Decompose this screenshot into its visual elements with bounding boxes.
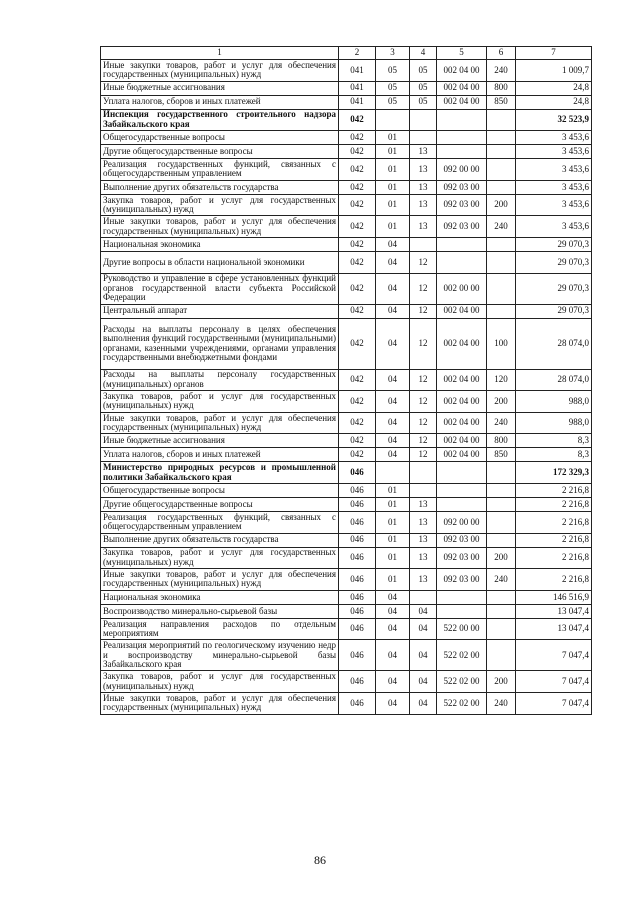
cell-name: Центральный аппарат: [101, 304, 339, 318]
table-row: [101, 547, 592, 569]
cell-target-article: 002 00 00: [437, 273, 487, 304]
cell-target-article: 002 04 00: [437, 95, 487, 109]
cell-expense-type: [487, 304, 516, 318]
cell-amount: 24,8: [516, 81, 592, 95]
cell-section: 04: [376, 590, 410, 604]
cell-name: Воспроизводство минерально-сырьевой базы: [101, 604, 339, 618]
cell-target-article: 002 04 00: [437, 391, 487, 413]
cell-name: Инспекция государственного строительного надзора Забайкальского края: [101, 109, 339, 131]
cell-name: Уплата налогов, сборов и иных платежей: [101, 95, 339, 109]
cell-admin-code: 046: [339, 640, 376, 671]
table-row: [101, 448, 592, 462]
cell-expense-type: [487, 273, 516, 304]
cell-expense-type: 200: [487, 194, 516, 216]
cell-section: 04: [376, 640, 410, 671]
cell-name: Национальная экономика: [101, 237, 339, 251]
table-row: [101, 462, 592, 484]
cell-subsection: 12: [410, 391, 437, 413]
cell-name: Общегосударственные вопросы: [101, 483, 339, 497]
table-row: [101, 318, 592, 369]
cell-amount: 2 216,8: [516, 497, 592, 511]
cell-section: 01: [376, 483, 410, 497]
cell-section: 04: [376, 391, 410, 413]
cell-target-article: 002 04 00: [437, 369, 487, 391]
cell-target-article: 092 03 00: [437, 194, 487, 216]
cell-target-article: 522 02 00: [437, 692, 487, 714]
header-cell-expense-type: 6: [487, 47, 516, 60]
cell-section: 04: [376, 604, 410, 618]
cell-section: 04: [376, 369, 410, 391]
cell-amount: 29 070,3: [516, 237, 592, 251]
cell-expense-type: 800: [487, 434, 516, 448]
table-row: [101, 434, 592, 448]
cell-amount: 3 453,6: [516, 194, 592, 216]
table-row: [101, 618, 592, 640]
cell-expense-type: [487, 590, 516, 604]
cell-amount: 2 216,8: [516, 483, 592, 497]
cell-admin-code: 042: [339, 180, 376, 194]
cell-subsection: 04: [410, 671, 437, 693]
cell-target-article: [437, 604, 487, 618]
cell-admin-code: 042: [339, 434, 376, 448]
cell-expense-type: [487, 109, 516, 131]
cell-name: Иные бюджетные ассигнования: [101, 81, 339, 95]
cell-name: Другие общегосударственные вопросы: [101, 497, 339, 511]
cell-section: 01: [376, 180, 410, 194]
cell-amount: 29 070,3: [516, 304, 592, 318]
table-row: [101, 692, 592, 714]
cell-expense-type: 240: [487, 216, 516, 238]
cell-amount: 988,0: [516, 391, 592, 413]
cell-amount: 2 216,8: [516, 533, 592, 547]
cell-name: Закупка товаров, работ и услуг для государственных (муниципальных) нужд: [101, 547, 339, 569]
cell-amount: 7 047,4: [516, 671, 592, 693]
cell-subsection: 05: [410, 60, 437, 82]
cell-expense-type: 100: [487, 318, 516, 369]
table-row: [101, 671, 592, 693]
cell-subsection: 12: [410, 304, 437, 318]
cell-section: 05: [376, 81, 410, 95]
cell-amount: 3 453,6: [516, 180, 592, 194]
cell-expense-type: 850: [487, 95, 516, 109]
table-row: [101, 145, 592, 159]
cell-expense-type: [487, 145, 516, 159]
cell-expense-type: [487, 640, 516, 671]
cell-expense-type: [487, 462, 516, 484]
cell-admin-code: 042: [339, 273, 376, 304]
cell-section: 05: [376, 95, 410, 109]
cell-subsection: 12: [410, 251, 437, 273]
cell-admin-code: 041: [339, 81, 376, 95]
table-row: [101, 159, 592, 181]
cell-target-article: [437, 590, 487, 604]
header-cell-target-article: 5: [437, 47, 487, 60]
cell-expense-type: 800: [487, 81, 516, 95]
table-row: [101, 273, 592, 304]
table-row: [101, 251, 592, 273]
cell-target-article: 522 02 00: [437, 640, 487, 671]
cell-expense-type: [487, 618, 516, 640]
cell-admin-code: 042: [339, 304, 376, 318]
cell-target-article: 002 04 00: [437, 448, 487, 462]
cell-expense-type: [487, 533, 516, 547]
cell-subsection: [410, 590, 437, 604]
cell-name: Уплата налогов, сборов и иных платежей: [101, 448, 339, 462]
cell-name: Руководство и управление в сфере установленных функций органов государственной власти субъекта Российской Федерации: [101, 273, 339, 304]
cell-amount: 24,8: [516, 95, 592, 109]
cell-name: Закупка товаров, работ и услуг для государственных (муниципальных) нужд: [101, 671, 339, 693]
cell-subsection: 12: [410, 448, 437, 462]
cell-section: 01: [376, 547, 410, 569]
cell-admin-code: 046: [339, 590, 376, 604]
cell-name: Другие общегосударственные вопросы: [101, 145, 339, 159]
cell-amount: 988,0: [516, 412, 592, 434]
cell-expense-type: 240: [487, 569, 516, 591]
table-row: [101, 497, 592, 511]
cell-amount: 3 453,6: [516, 159, 592, 181]
cell-admin-code: 042: [339, 318, 376, 369]
cell-expense-type: [487, 497, 516, 511]
cell-target-article: 002 04 00: [437, 304, 487, 318]
cell-subsection: [410, 483, 437, 497]
cell-name: Расходы на выплаты персоналу в целях обеспечения выполнения функций государственными (муниципальными) органами, казенными учреждениями, органами управления государственными внебюджетными фондами: [101, 318, 339, 369]
cell-admin-code: 046: [339, 511, 376, 533]
table-header-row: [101, 47, 592, 60]
table-row: [101, 237, 592, 251]
cell-admin-code: 042: [339, 109, 376, 131]
cell-name: Иные бюджетные ассигнования: [101, 434, 339, 448]
cell-section: 04: [376, 273, 410, 304]
cell-subsection: 13: [410, 180, 437, 194]
table-row: [101, 180, 592, 194]
cell-section: 04: [376, 618, 410, 640]
cell-target-article: 092 00 00: [437, 159, 487, 181]
cell-expense-type: 120: [487, 369, 516, 391]
cell-amount: 32 523,9: [516, 109, 592, 131]
cell-amount: 146 516,9: [516, 590, 592, 604]
cell-admin-code: 042: [339, 391, 376, 413]
header-cell-subsection: 4: [410, 47, 437, 60]
cell-amount: 29 070,3: [516, 251, 592, 273]
cell-target-article: [437, 237, 487, 251]
cell-admin-code: 046: [339, 569, 376, 591]
cell-admin-code: 046: [339, 533, 376, 547]
cell-subsection: 13: [410, 547, 437, 569]
cell-admin-code: 046: [339, 604, 376, 618]
table-row: [101, 533, 592, 547]
cell-target-article: [437, 483, 487, 497]
cell-subsection: 04: [410, 692, 437, 714]
cell-subsection: [410, 109, 437, 131]
cell-section: 01: [376, 497, 410, 511]
cell-subsection: 04: [410, 604, 437, 618]
cell-amount: 7 047,4: [516, 640, 592, 671]
cell-target-article: 522 00 00: [437, 618, 487, 640]
cell-admin-code: 042: [339, 159, 376, 181]
table-row: [101, 95, 592, 109]
table-row: [101, 304, 592, 318]
cell-section: [376, 109, 410, 131]
cell-admin-code: 046: [339, 483, 376, 497]
cell-admin-code: 042: [339, 448, 376, 462]
cell-name: Реализация направления расходов по отдельным мероприятиям: [101, 618, 339, 640]
cell-expense-type: 200: [487, 391, 516, 413]
cell-admin-code: 046: [339, 671, 376, 693]
cell-subsection: 13: [410, 533, 437, 547]
cell-admin-code: 046: [339, 497, 376, 511]
cell-subsection: [410, 131, 437, 145]
cell-section: 01: [376, 569, 410, 591]
cell-admin-code: 042: [339, 194, 376, 216]
table-row: [101, 590, 592, 604]
cell-target-article: 092 03 00: [437, 216, 487, 238]
cell-name: Иные закупки товаров, работ и услуг для обеспечения государственных (муниципальных) нужд: [101, 692, 339, 714]
cell-name: Иные закупки товаров, работ и услуг для обеспечения государственных (муниципальных) нужд: [101, 412, 339, 434]
table-row: [101, 194, 592, 216]
cell-admin-code: 046: [339, 547, 376, 569]
cell-amount: 13 047,4: [516, 604, 592, 618]
header-cell-amount: 7: [516, 47, 592, 60]
cell-expense-type: [487, 131, 516, 145]
cell-subsection: 13: [410, 194, 437, 216]
cell-target-article: [437, 131, 487, 145]
cell-expense-type: [487, 604, 516, 618]
cell-subsection: 13: [410, 145, 437, 159]
cell-subsection: 12: [410, 412, 437, 434]
cell-section: 04: [376, 692, 410, 714]
cell-admin-code: 046: [339, 618, 376, 640]
cell-name: Министерство природных ресурсов и промышленной политики Забайкальского края: [101, 462, 339, 484]
cell-subsection: [410, 237, 437, 251]
cell-expense-type: 200: [487, 671, 516, 693]
table-row: [101, 369, 592, 391]
cell-section: 01: [376, 159, 410, 181]
cell-target-article: [437, 251, 487, 273]
cell-target-article: 002 04 00: [437, 81, 487, 95]
cell-target-article: 002 04 00: [437, 318, 487, 369]
cell-admin-code: 042: [339, 412, 376, 434]
cell-name: Реализация государственных функций, связанных с общегосударственным управлением: [101, 159, 339, 181]
table-row: [101, 391, 592, 413]
cell-name: Общегосударственные вопросы: [101, 131, 339, 145]
cell-section: 04: [376, 448, 410, 462]
cell-subsection: 12: [410, 318, 437, 369]
cell-target-article: 092 03 00: [437, 547, 487, 569]
cell-target-article: 522 02 00: [437, 671, 487, 693]
cell-section: 04: [376, 318, 410, 369]
cell-amount: 7 047,4: [516, 692, 592, 714]
cell-expense-type: [487, 511, 516, 533]
cell-admin-code: 046: [339, 462, 376, 484]
cell-amount: 3 453,6: [516, 145, 592, 159]
cell-subsection: 04: [410, 640, 437, 671]
cell-name: Другие вопросы в области национальной экономики: [101, 251, 339, 273]
cell-expense-type: 240: [487, 412, 516, 434]
cell-target-article: 002 04 00: [437, 60, 487, 82]
cell-amount: 3 453,6: [516, 216, 592, 238]
header-cell-name: 1: [101, 47, 339, 60]
cell-section: 04: [376, 671, 410, 693]
cell-amount: 29 070,3: [516, 273, 592, 304]
cell-target-article: [437, 497, 487, 511]
table-row: [101, 412, 592, 434]
cell-name: Иные закупки товаров, работ и услуг для обеспечения государственных (муниципальных) нужд: [101, 216, 339, 238]
cell-amount: 28 074,0: [516, 369, 592, 391]
cell-subsection: 13: [410, 511, 437, 533]
cell-amount: 1 009,7: [516, 60, 592, 82]
cell-target-article: [437, 109, 487, 131]
cell-name: Национальная экономика: [101, 590, 339, 604]
cell-section: 01: [376, 511, 410, 533]
table-row: [101, 131, 592, 145]
cell-name: Закупка товаров, работ и услуг для государственных (муниципальных) нужд: [101, 391, 339, 413]
cell-amount: 3 453,6: [516, 131, 592, 145]
cell-target-article: [437, 145, 487, 159]
cell-subsection: 12: [410, 369, 437, 391]
cell-section: 04: [376, 434, 410, 448]
cell-target-article: 092 00 00: [437, 511, 487, 533]
cell-target-article: [437, 462, 487, 484]
cell-name: Реализация государственных функций, связанных с общегосударственным управлением: [101, 511, 339, 533]
table-row: [101, 60, 592, 82]
cell-amount: 2 216,8: [516, 511, 592, 533]
table-row: [101, 511, 592, 533]
cell-expense-type: 240: [487, 692, 516, 714]
cell-section: [376, 462, 410, 484]
cell-admin-code: 042: [339, 216, 376, 238]
cell-name: Реализация мероприятий по геологическому изучению недр и воспроизводству минерально-сырьевой базы Забайкальского края: [101, 640, 339, 671]
cell-expense-type: 200: [487, 547, 516, 569]
page-number: 86: [314, 853, 326, 867]
cell-amount: 13 047,4: [516, 618, 592, 640]
cell-target-article: 092 03 00: [437, 533, 487, 547]
cell-expense-type: [487, 483, 516, 497]
cell-section: 04: [376, 251, 410, 273]
cell-section: 01: [376, 131, 410, 145]
cell-expense-type: [487, 251, 516, 273]
cell-section: 01: [376, 533, 410, 547]
cell-name: Закупка товаров, работ и услуг для государственных (муниципальных) нужд: [101, 194, 339, 216]
table-row: [101, 216, 592, 238]
cell-name: Расходы на выплаты персоналу государственных (муниципальных) органов: [101, 369, 339, 391]
cell-subsection: 05: [410, 81, 437, 95]
cell-section: 01: [376, 145, 410, 159]
budget-table: [100, 46, 592, 715]
cell-subsection: 05: [410, 95, 437, 109]
cell-expense-type: [487, 159, 516, 181]
cell-amount: 8,3: [516, 448, 592, 462]
cell-subsection: 13: [410, 159, 437, 181]
cell-subsection: 13: [410, 569, 437, 591]
cell-target-article: 002 04 00: [437, 412, 487, 434]
cell-amount: 172 329,3: [516, 462, 592, 484]
cell-admin-code: 042: [339, 251, 376, 273]
cell-expense-type: [487, 237, 516, 251]
header-cell-admin-code: 2: [339, 47, 376, 60]
header-cell-section: 3: [376, 47, 410, 60]
cell-section: 05: [376, 60, 410, 82]
cell-admin-code: 042: [339, 131, 376, 145]
table-row: [101, 81, 592, 95]
cell-name: Иные закупки товаров, работ и услуг для обеспечения государственных (муниципальных) нужд: [101, 569, 339, 591]
table-row: [101, 640, 592, 671]
cell-section: 04: [376, 237, 410, 251]
cell-admin-code: 041: [339, 95, 376, 109]
cell-section: 04: [376, 412, 410, 434]
cell-admin-code: 046: [339, 692, 376, 714]
cell-subsection: 04: [410, 618, 437, 640]
cell-expense-type: [487, 180, 516, 194]
cell-section: 04: [376, 304, 410, 318]
cell-subsection: 13: [410, 497, 437, 511]
cell-subsection: 12: [410, 273, 437, 304]
table-row: [101, 604, 592, 618]
cell-expense-type: 850: [487, 448, 516, 462]
cell-admin-code: 042: [339, 369, 376, 391]
cell-expense-type: 240: [487, 60, 516, 82]
cell-target-article: 092 03 00: [437, 180, 487, 194]
cell-amount: 8,3: [516, 434, 592, 448]
cell-admin-code: 042: [339, 237, 376, 251]
cell-subsection: 12: [410, 434, 437, 448]
cell-amount: 2 216,8: [516, 569, 592, 591]
cell-name: Иные закупки товаров, работ и услуг для обеспечения государственных (муниципальных) нужд: [101, 60, 339, 82]
cell-amount: 28 074,0: [516, 318, 592, 369]
cell-subsection: 13: [410, 216, 437, 238]
cell-amount: 2 216,8: [516, 547, 592, 569]
table-row: [101, 483, 592, 497]
table-row: [101, 109, 592, 131]
cell-target-article: 092 03 00: [437, 569, 487, 591]
table-row: [101, 569, 592, 591]
cell-name: Выполнение других обязательств государства: [101, 533, 339, 547]
cell-subsection: [410, 462, 437, 484]
cell-name: Выполнение других обязательств государства: [101, 180, 339, 194]
cell-admin-code: 041: [339, 60, 376, 82]
cell-admin-code: 042: [339, 145, 376, 159]
cell-section: 01: [376, 216, 410, 238]
cell-target-article: 002 04 00: [437, 434, 487, 448]
cell-section: 01: [376, 194, 410, 216]
table-body: [101, 47, 592, 715]
